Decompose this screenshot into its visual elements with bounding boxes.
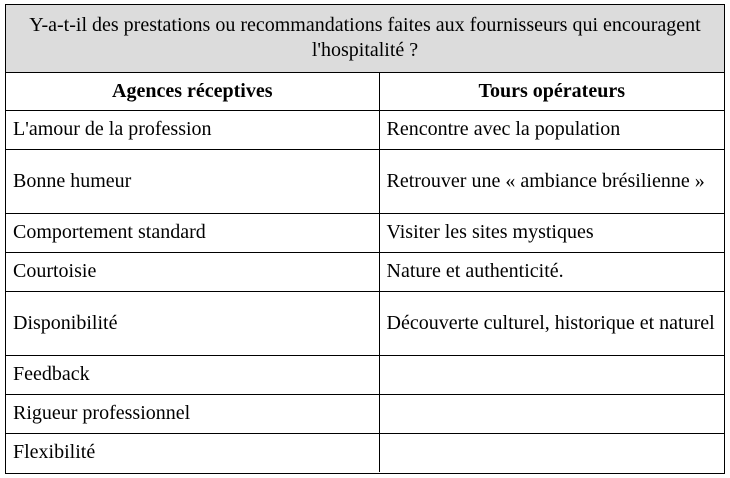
- table-row: [6, 213, 724, 252]
- cell-agences: Disponibilité: [6, 291, 379, 355]
- cell-tours: Découverte culturel, historique et naturel: [379, 291, 724, 355]
- hospitality-table: [5, 4, 725, 474]
- cell-tours: Visiter les sites mystiques: [379, 213, 724, 252]
- cell-tours: Rencontre avec la population: [379, 110, 724, 149]
- cell-agences: L'amour de la profession: [6, 110, 379, 149]
- cell-tours: Retrouver une « ambiance brésilienne »: [379, 149, 724, 213]
- title-row: [6, 5, 724, 72]
- table-row: [6, 291, 724, 355]
- header-row: [6, 72, 724, 110]
- cell-agences: Bonne humeur: [6, 149, 379, 213]
- column-header-tours: Tours opérateurs: [379, 72, 724, 110]
- cell-tours: Nature et authenticité.: [379, 252, 724, 291]
- comparison-table: [6, 5, 724, 472]
- table-title: Y-a-t-il des prestations ou recommandations faites aux fournisseurs qui encouragent l'hospitalité ?: [6, 5, 724, 72]
- table-row: [6, 355, 724, 394]
- cell-agences: Flexibilité: [6, 433, 379, 472]
- table-row: [6, 394, 724, 433]
- cell-agences: Comportement standard: [6, 213, 379, 252]
- table-row: [6, 433, 724, 472]
- cell-agences: Courtoisie: [6, 252, 379, 291]
- cell-tours: [379, 433, 724, 472]
- table-row: [6, 110, 724, 149]
- cell-agences: Feedback: [6, 355, 379, 394]
- column-header-agences: Agences réceptives: [6, 72, 379, 110]
- cell-agences: Rigueur professionnel: [6, 394, 379, 433]
- table-row: [6, 149, 724, 213]
- table-row: [6, 252, 724, 291]
- cell-tours: [379, 355, 724, 394]
- cell-tours: [379, 394, 724, 433]
